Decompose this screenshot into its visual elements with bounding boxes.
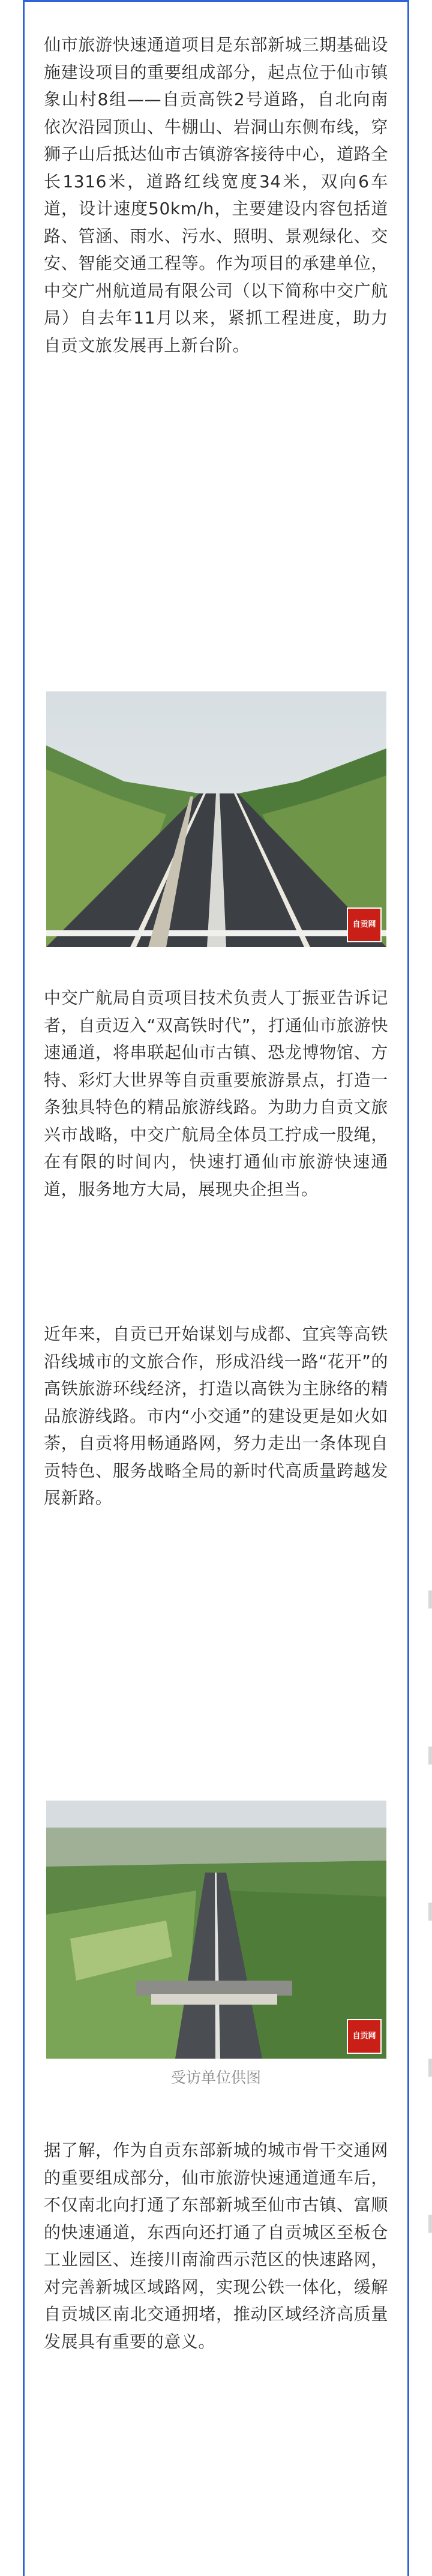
article-paragraph-2: 中交广航局自贡项目技术负责人丁振亚告诉记者，自贡迈入“双高铁时代”，打通仙市旅游快速通道，将串联起仙市古镇、恐龙博物馆、方特、彩灯大世界等自贡重要旅游景点，打造一条独具特色的精品旅游线路。为助力自贡文旅兴市战略，中交广航局全体员工拧成一股绳，在有限的时间内，快速打通仙市旅游快速通道，服务地方大局，展现央企担当。 [44, 988, 388, 1199]
scroll-markers [428, 1590, 432, 2371]
watermark-badge: 自贡网 [347, 907, 382, 942]
photo-caption: 受访单位供图 [170, 2069, 261, 2086]
road-photo-2-drawing [46, 1801, 386, 2059]
watermark-badge-2: 自贡网 [347, 2019, 382, 2054]
article-paragraph-4: 据了解，作为自贡东部新城的城市骨干交通网的重要组成部分，仙市旅游快速通道通车后，不仅南北向打通了东部新城至仙市古镇、富顺的快速通道，东西向还打通了自贡城区至板仓工业园区、连接川南渝西示范区的快速路网，对完善新城区域路网，实现公铁一体化，缓解自贡城区南北交通拥堵，推动区域经济高质量发展具有重要的意义。 [44, 2140, 388, 2352]
article-paragraph-1: 仙市旅游快速通道项目是东部新城三期基础设施建设项目的重要组成部分，起点位于仙市镇象山村8组——自贡高铁2号道路，自北向南依次沿园顶山、牛棚山、岩洞山东侧布线，穿狮子山后抵达仙市古镇游客接待中心，道路全长1316米，道路红线宽度34米，双向6车道，设计速度50km/h，主要建设内容包括道路、管涵、雨水、污水、照明、景观绿化、交安、智能交通工程等。作为项目的承建单位，中交广州航道局有限公司（以下简称中交广航局）自去年11月以来，紧抓工程进度，助力自贡文旅发展再上新台阶。 [44, 35, 388, 355]
road-photo-2 [46, 1801, 386, 2059]
article-paragraph-3: 近年来，自贡已开始谋划与成都、宜宾等高铁沿线城市的文旅合作，形成沿线一路“花开”的高铁旅游环线经济，打造以高铁为主脉络的精品旅游线路。市内“小交通”的建设更是如火如荼，自贡将用畅通路网，努力走出一条体现自贡特色、服务战略全局的新时代高质量跨越发展新路。 [44, 1324, 388, 1508]
road-photo-1 [46, 691, 386, 947]
road-photo-1-drawing [46, 691, 386, 947]
